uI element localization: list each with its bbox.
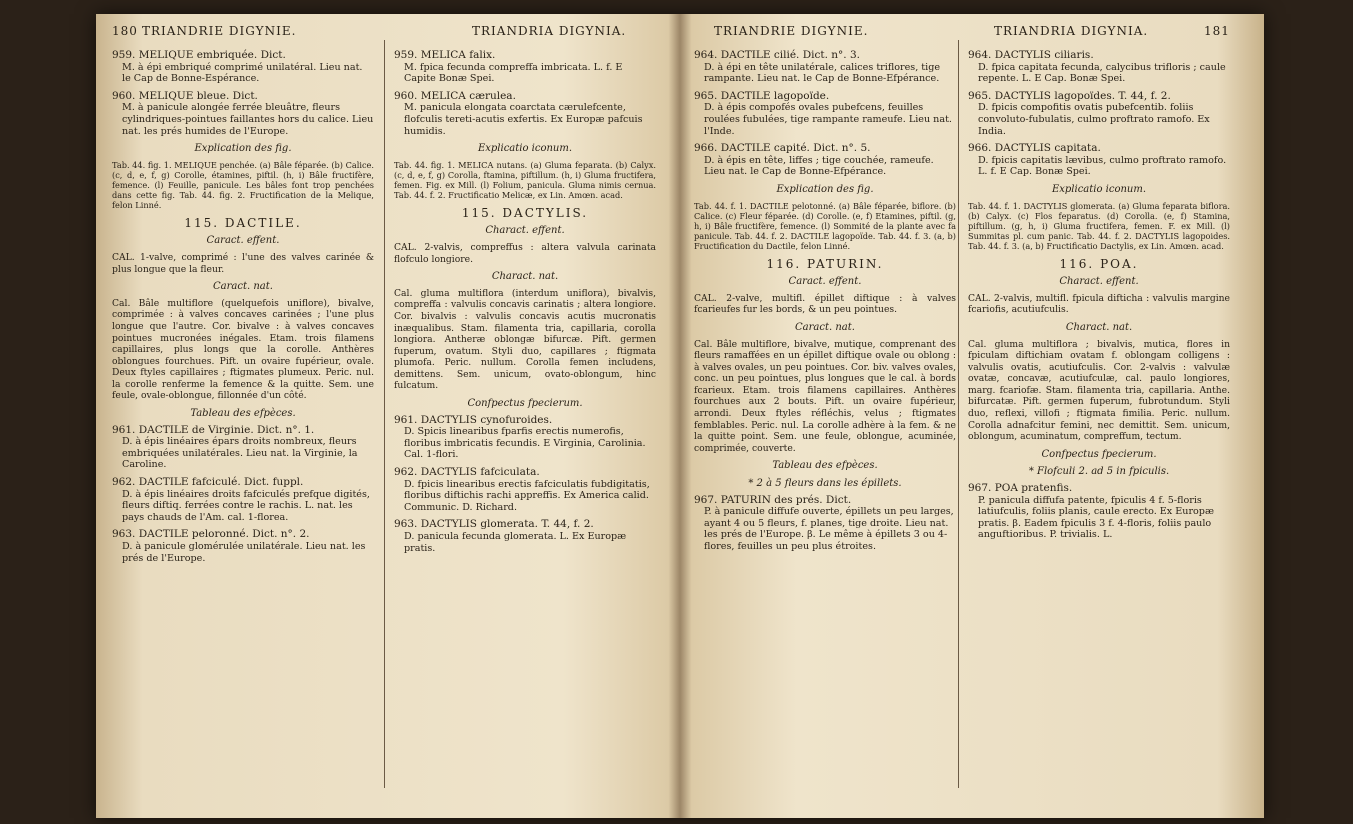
column-latin xyxy=(394,50,656,560)
species-entry xyxy=(112,91,374,137)
essential-char-title: Caract. effent. xyxy=(788,276,862,288)
essential-char-text: CAL. 2-valvis, multifl. fpicula difticha : valvulis margine fcariofis, acutiufculis. xyxy=(968,292,1230,316)
natural-char-text: Cal. gluma multiflora ; bivalvis, mutica, flores in fpiculam diftichiam ovatam f. oblongam colligens : valvulis ovatis, acutiufculis. Cor. 2-valvis : valvulæ ovatæ, concavæ, acutiufculæ, cal. paulo longiores, marg. fcariofæ. Stam. filamenta tria, capillaria. Anthe. bifurcatæ. Pift. germen fuperum, fubrotundum. Styli duo, reflexi, villofi ; ftigmata fimilia. Peric. nullum. Corolla adnafcitur femini, nec demittit. Sem. unicum, oblongum, acuminatum, compreffum, tectum. xyxy=(968,338,1230,443)
genus-heading: 115. DACTILE. xyxy=(184,215,302,230)
species-table-title: Confpectus fpecierum. xyxy=(1041,448,1157,460)
explanation-text: Tab. 44. fig. 1. MELICA nutans. (a) Gluma feparata. (b) Calyx. (c, d, e, f, g) Corolla, ftamina, piftillum. (h, i) Gluma fructifera, femen. Fig. ex Mill. (l) Folium, panicula. Gluma nimis cernua. Tab. 44. f. 2. Fructificatio Melicæ, ex Lin. Amœn. acad. xyxy=(394,159,656,200)
open-book xyxy=(96,14,1264,818)
entry-heading: 959. MELICA falix. xyxy=(394,49,496,61)
explanation-text: Tab. 44. f. 1. DACTILE pelotonné. (a) Bâle féparée, biflore. (b) Calice. (c) Fleur féparée. (d) Corolle. (e, f) Etamines, piftil. (g, h, i) Bâle fructifère, femence. (l) Sommité de la plante avec fa panicule. Tab. 44. f. 2. DACTILE lagopoïde. Tab. 44. f. 3. (a, b) Fructification du Dactile, felon Linné. xyxy=(694,200,956,251)
natural-char-text: Cal. Bâle multiflore (quelquefois uniflore), bivalve, comprimée : à valves concaves carinées ; l'une plus longue que l'autre. Cor. bivalve : à valves concaves pointues mucronées inégales. Etam. trois filamens capillaires, plus longs que la corolle. Anthères oblongues fourchues. Pift. un ovaire fupérieur, ovale. Deux ftyles capillaires ; ftigmates plumeux. Peric. nul. la corolle renferme la femence & la quitte. Sem. une feule, ovale-oblongue, fillonnée d'un côté. xyxy=(112,297,374,402)
entry-heading: 966. DACTILE capité. Dict. n°. 5. xyxy=(694,142,871,155)
entry-body: D. panicula fecunda glomerata. L. Ex Europæ pratis. xyxy=(404,531,627,554)
entry-heading: 964. DACTYLIS ciliaris. xyxy=(968,49,1094,61)
species-entry xyxy=(694,495,956,553)
header-latin: TRIANDRIA DIGYNIA. xyxy=(472,24,627,38)
entry-heading: 960. MELIQUE bleue. Dict. xyxy=(112,89,258,102)
explanation-title: Explication des fig. xyxy=(194,143,292,155)
entry-body: P. panicula diffufa patente, fpiculis 4 f. 5-floris latiufculis, foliis planis, caule erecto. Ex Europæ pratis. β. Eadem fpiculis 3 f. 4-floris, foliis paulo anguftioribus. P. trivialis. L. xyxy=(978,494,1214,541)
column-latin xyxy=(968,50,1230,547)
natural-char-title: Charact. nat. xyxy=(491,271,559,283)
column-french xyxy=(694,50,956,559)
entry-heading: 963. DACTYLIS glomerata. T. 44, f. 2. xyxy=(394,518,594,531)
species-entry xyxy=(112,477,374,523)
explanation-title: Explication des fig. xyxy=(776,183,874,195)
entry-heading: 965. DACTILE lagopoïde. xyxy=(694,89,830,102)
entry-body: D. à épis linéaires épars droits nombreux, fleurs embriquées unilatérales. Lieu nat. la Virginie, la Caroline. xyxy=(122,436,358,471)
explanation-text: Tab. 44. f. 1. DACTYLIS glomerata. (a) Gluma feparata biflora. (b) Calyx. (c) Flos feparatus. (d) Corolla. (e, f) Stamina, piftillum. (g, h, i) Gluma fructifera, femen. F. ex Mill. (l) Summitas pl. cum panic. Tab. 44. f. 2. DACTYLIS lagopoides. Tab. 44. f. 3. (a, b) Fructificatio Dactylis, ex Lin. Amœn. acad. xyxy=(968,200,1230,251)
species-entry xyxy=(112,529,374,564)
right-running-head xyxy=(694,24,1234,42)
entry-heading: 967. POA pratenfis. xyxy=(968,482,1073,495)
entry-heading: 961. DACTYLIS cynofuroides. xyxy=(394,413,553,426)
entry-body: P. à panicule diffufe ouverte, épillets un peu larges, ayant 4 ou 5 fleurs, f. planes, tige droite. Lieu nat. les prés de l'Europe. β. Le même à épillets 3 ou 4-flores, feuilles un peu plus étroites. xyxy=(704,506,954,552)
entry-body: D. Spicis linearibus fparfis erectis numerofis, floribus imbricatis fecundis. E Virginia, Carolinia. Cal. 1-flori. xyxy=(404,426,646,461)
species-entry xyxy=(112,425,374,471)
entry-heading: 959. MELIQUE embriquée. Dict. xyxy=(112,49,286,61)
species-table-subtitle: * 2 à 5 fleurs dans les épillets. xyxy=(748,478,902,490)
essential-char-text: CAL. 1-valve, comprimé : l'une des valves carinée & plus longue que la fleur. xyxy=(112,251,374,275)
genus-heading: 116. POA. xyxy=(1059,256,1139,271)
page-number: 180 xyxy=(112,24,138,38)
entry-heading: 961. DACTILE de Virginie. Dict. n°. 1. xyxy=(112,423,315,436)
natural-char-title: Caract. nat. xyxy=(795,321,855,333)
entry-heading: 967. PATURIN des prés. Dict. xyxy=(694,493,852,506)
essential-char-title: Caract. effent. xyxy=(206,235,280,247)
entry-body: D. à épi en tête unilatérale, calices triflores, tige rampante. Lieu nat. le Cap de Bonne-Efpérance. xyxy=(704,61,941,85)
entry-body: D. fpicis linearibus erectis fafciculatis fubdigitatis, floribus diftichis rachi appreffis. Ex America calid. Communic. D. Richard. xyxy=(404,478,650,513)
entry-body: D. à épis en tête, liffes ; tige couchée, rameufe. Lieu nat. le Cap de Bonne-Efpérance. xyxy=(704,154,934,178)
natural-char-title: Caract. nat. xyxy=(213,281,273,293)
entry-body: D. fpicis capitatis lævibus, culmo proftrato ramofo. L. f. E Cap. Bonæ Spei. xyxy=(978,154,1227,178)
entry-body: D. à panicule glomérulée unilatérale. Lieu nat. les prés de l'Europe. xyxy=(122,541,366,564)
species-entry xyxy=(394,467,656,513)
entry-heading: 965. DACTYLIS lagopoïdes. T. 44, f. 2. xyxy=(968,89,1171,102)
entry-heading: 963. DACTILE peloronné. Dict. n°. 2. xyxy=(112,528,310,541)
entry-body: D. à épis linéaires droits fafciculés prefque digités, fleurs diftiq. ferrées contre le rachis. L. nat. les pays chauds de l'Am. cal. 1-florea. xyxy=(122,488,370,523)
entry-body: M. panicula elongata coarctata cærulefcente, flofculis tereti-acutis exfertis. Ex Europæ pafcuis humidis. xyxy=(404,102,643,137)
species-table-subtitle: * Flofculi 2. ad 5 in fpiculis. xyxy=(1028,466,1170,478)
species-entry xyxy=(968,483,1230,541)
species-entry xyxy=(394,415,656,461)
species-entry xyxy=(694,50,956,85)
species-entry xyxy=(394,91,656,137)
explanation-text: Tab. 44. fig. 1. MELIQUE penchée. (a) Bâle féparée. (b) Calice. (c, d, e, f, g) Corolle, étamines, piftil. (h, i) Bâle fructifère, femence. (l) Feuille, panicule. Les bâles font trop penchées dans cette fig. Tab. 44. fig. 2. Fructification de la Melique, felon Linné. xyxy=(112,159,374,210)
species-entry xyxy=(968,143,1230,178)
essential-char-text: CAL. 2-valve, multifl. épillet diftique : à valves fcarieufes fur les bords, & un peu pointues. xyxy=(694,292,956,316)
species-entry xyxy=(968,50,1230,85)
left-page xyxy=(112,24,672,798)
species-entry xyxy=(694,143,956,178)
genus-heading: 116. PATURIN. xyxy=(766,256,884,271)
species-table-title: Confpectus fpecierum. xyxy=(467,398,583,410)
entry-body: M. fpica fecunda compreffa imbricata. L. f. E Capite Bonæ Spei. xyxy=(404,61,623,85)
genus-heading: 115. DACTYLIS. xyxy=(461,205,589,220)
column-rule xyxy=(958,40,959,788)
natural-char-text: Cal. Bâle multiflore, bivalve, mutique, comprenant des fleurs ramaffées en un épillet diftique ovale ou oblong : à valves ovales, un peu pointues. Cor. biv. valves ovales, conc. un peu pointues, plus longues que le cal. à bords fcarieux. Etam. trois filamens capillaires. Anthères fourchues aux 2 bouts. Pift. un ovaire fupérieur, arrondi. Deux ftyles réfléchis, velus ; ftigmates femblables. Peric. nul. La corolle adhère à la fem. & ne la quitte point. Sem. une feule, oblongue, acuminée, comprimée, couverte. xyxy=(694,338,956,454)
entry-body: D. à épis compofés ovales pubefcens, feuilles roulées fubulées, tige rampante rameufe. Lieu nat. l'Inde. xyxy=(704,102,952,137)
entry-heading: 964. DACTILE cilié. Dict. n°. 3. xyxy=(694,49,860,61)
entry-body: D. fpicis compofitis ovatis pubefcentib. foliis convoluto-fubulatis, culmo proftrato ramofo. Ex India. xyxy=(978,102,1210,137)
species-entry xyxy=(394,519,656,554)
species-entry xyxy=(968,91,1230,137)
species-table-title: Tableau des efpèces. xyxy=(190,408,296,420)
species-entry xyxy=(694,91,956,137)
entry-heading: 960. MELICA cærulea. xyxy=(394,89,516,102)
essential-char-title: Charact. effent. xyxy=(485,225,565,237)
column-rule xyxy=(384,40,385,788)
entry-heading: 966. DACTYLIS capitata. xyxy=(968,142,1101,155)
entry-body: M. à panicule alongée ferrée bleuâtre, fleurs cylindriques-pointues faillantes hors du calice. Lieu nat. les prés humides de l'Europe. xyxy=(122,102,374,137)
explanation-title: Explicatio iconum. xyxy=(477,143,573,155)
header-french: TRIANDRIE DIGYNIE. xyxy=(142,24,297,38)
right-page xyxy=(694,24,1234,798)
entry-body: M. à épi embriqué comprimé unilatéral. Lieu nat. le Cap de Bonne-Espérance. xyxy=(122,61,363,85)
entry-heading: 962. DACTYLIS fafciculata. xyxy=(394,466,540,479)
species-entry xyxy=(112,50,374,85)
natural-char-text: Cal. gluma multiflora (interdum uniflora), bivalvis, compreffa : valvulis concavis carinatis ; altera longiore. Cor. bivalvis : valvulis concavis acutis mucronatis inæqualibus. Stam. filamenta tria, capillaria, corolla longiora. Antheræ oblongæ bifurcæ. Pift. germen fuperum, ovatum. Styli duo, capillares ; ftigmata plumofa. Peric. nullum. Corolla femen includens, demittens. Sem. unicum, ovato-oblongum, hinc fulcatum. xyxy=(394,287,656,392)
entry-heading: 962. DACTILE fafciculé. Dict. fuppl. xyxy=(112,476,304,489)
species-table-title: Tableau des efpèces. xyxy=(772,460,878,472)
column-french xyxy=(112,50,374,570)
entry-body: D. fpica capitata fecunda, calycibus trifloris ; caule repente. L. E Cap. Bonæ Spei. xyxy=(978,61,1226,85)
page-number: 181 xyxy=(1204,24,1230,38)
header-latin: TRIANDRIA DIGYNIA. xyxy=(994,24,1149,38)
species-entry xyxy=(394,50,656,85)
header-french: TRIANDRIE DIGYNIE. xyxy=(714,24,869,38)
essential-char-text: CAL. 2-valvis, compreffus : altera valvula carinata flofculo longiore. xyxy=(394,241,656,265)
left-running-head xyxy=(112,24,672,42)
explanation-title: Explicatio iconum. xyxy=(1051,183,1147,195)
natural-char-title: Charact. nat. xyxy=(1065,321,1133,333)
essential-char-title: Charact. effent. xyxy=(1059,276,1139,288)
